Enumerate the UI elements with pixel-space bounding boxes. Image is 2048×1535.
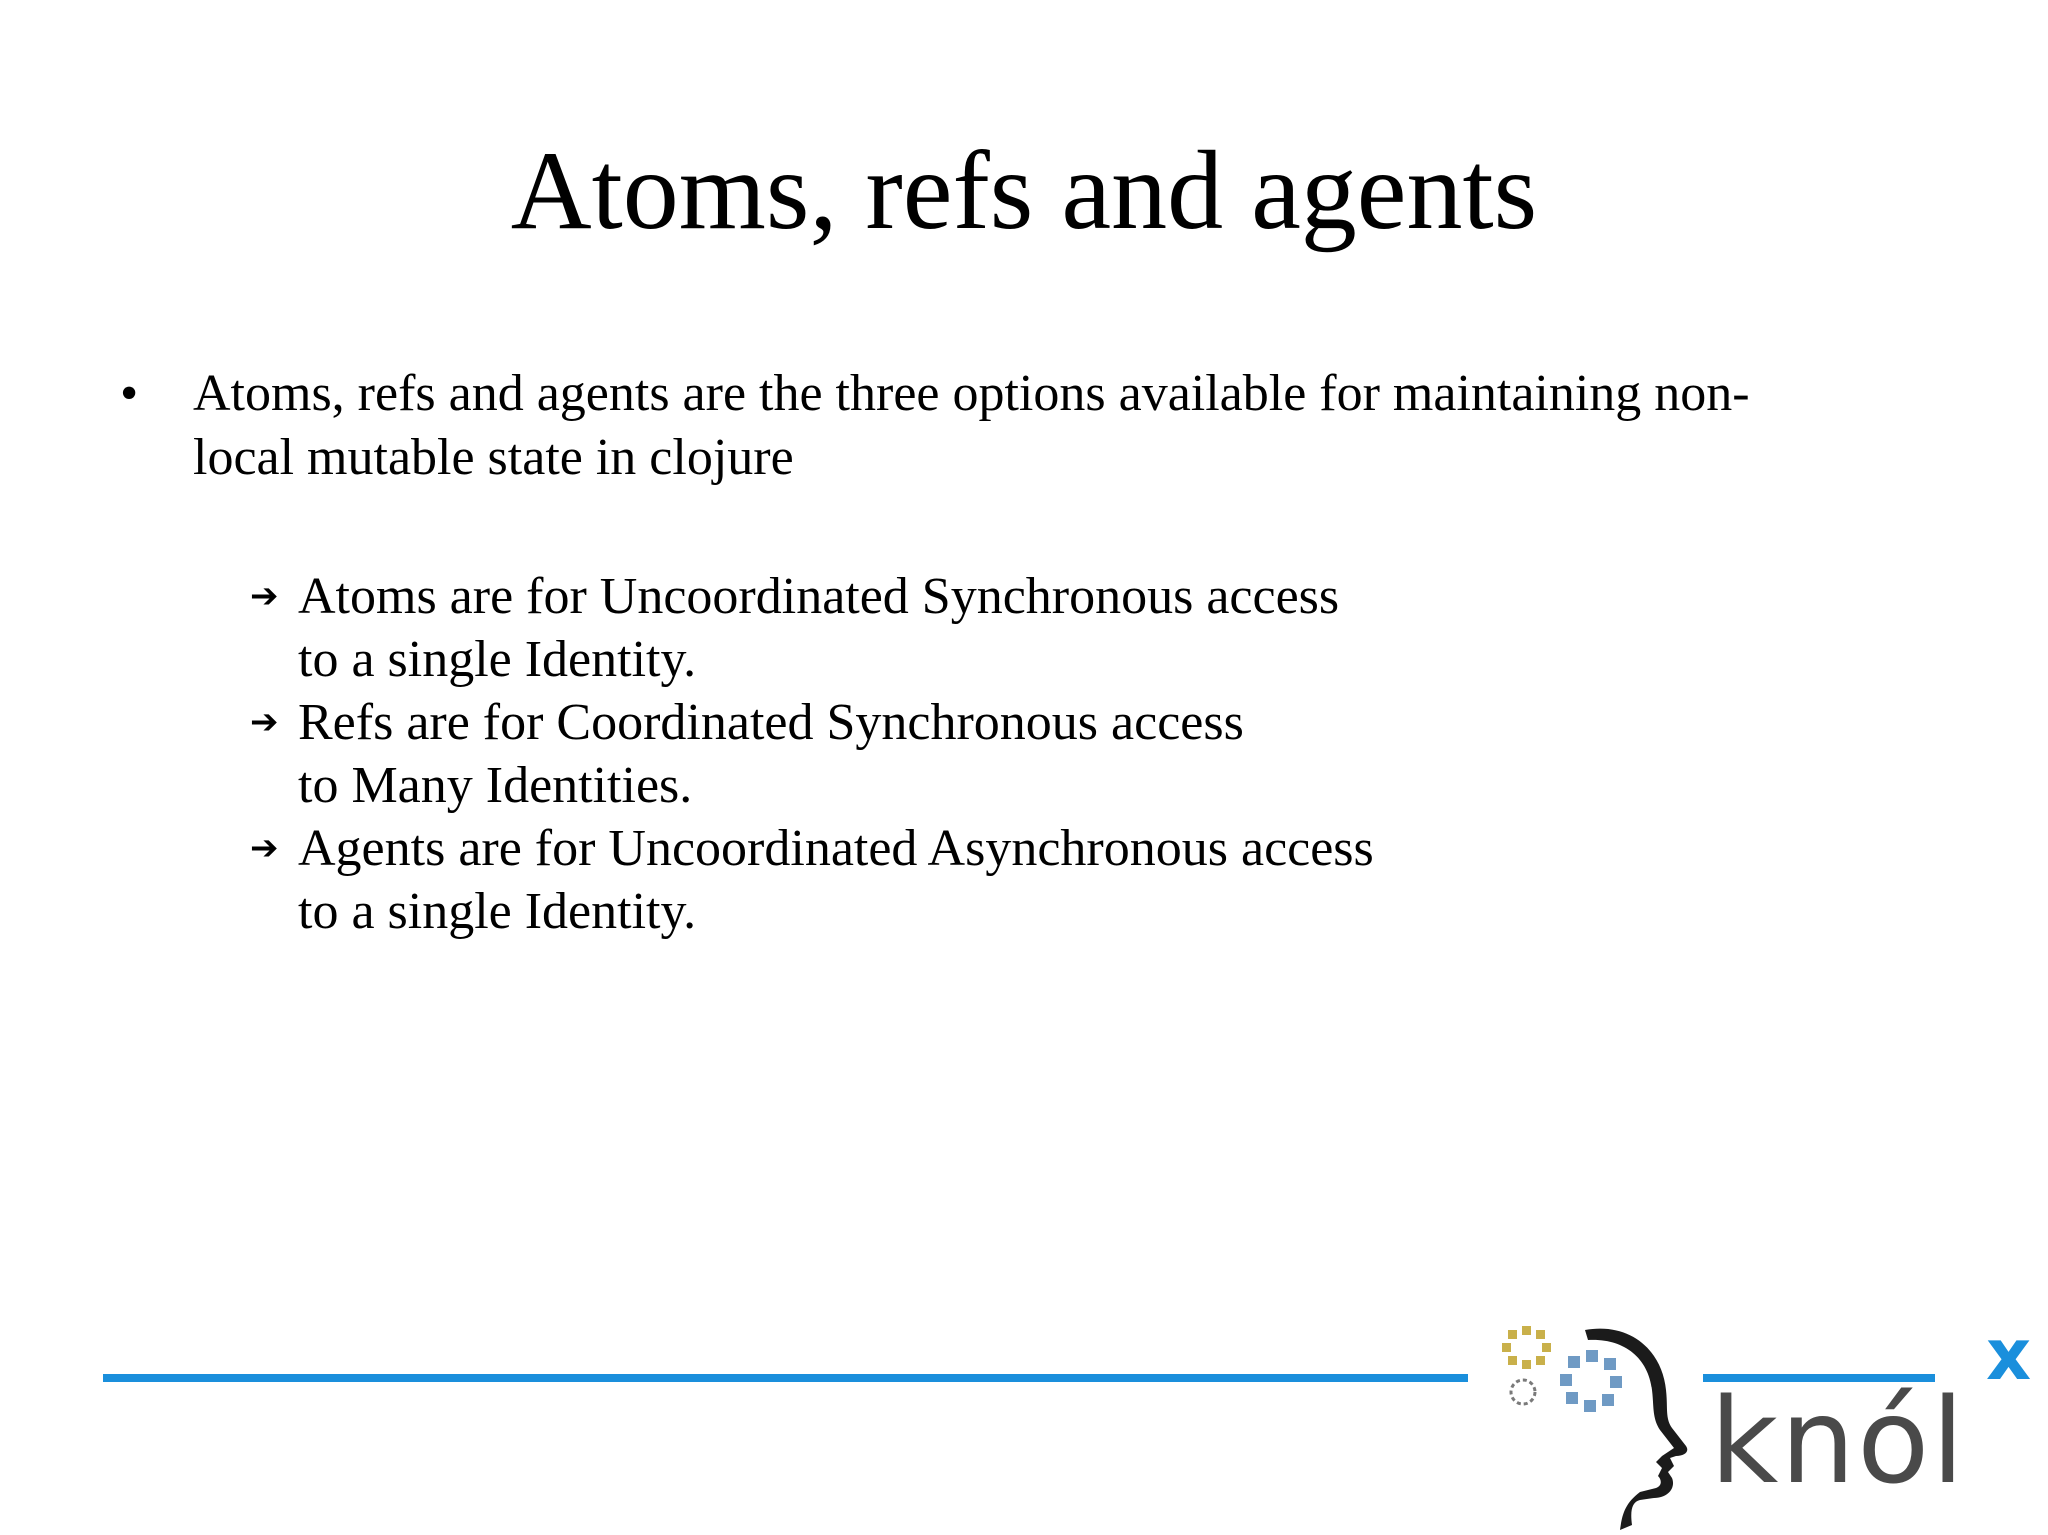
head-profile-icon	[1585, 1329, 1687, 1530]
logo-superscript: x	[1986, 1314, 2032, 1396]
sub-bullet-list	[250, 565, 1750, 943]
arrow-icon: ➔	[250, 828, 279, 868]
sub-bullet-atoms	[250, 565, 1750, 691]
logo-head-gears-icon	[1490, 1320, 1705, 1535]
sub-bullet-line: Refs are for Coordinated Synchronous access	[298, 694, 1244, 751]
logo-wordmark: knól	[1710, 1372, 1967, 1510]
blue-gear-icon	[1560, 1350, 1622, 1412]
sub-bullet-line: to a single Identity.	[298, 631, 697, 688]
sub-bullet-line: to Many Identities.	[298, 757, 693, 814]
sub-bullet-line: Agents are for Uncoordinated Asynchronous access	[298, 820, 1374, 877]
slide-title: Atoms, refs and agents	[510, 129, 1538, 253]
arrow-icon: ➔	[250, 576, 279, 616]
grey-gear-icon	[1511, 1380, 1535, 1404]
main-bullet-line-2: local mutable state in clojure	[193, 429, 794, 486]
footer-rule-left	[103, 1374, 1468, 1382]
gold-gear-icon	[1502, 1326, 1551, 1369]
sub-bullet-line: Atoms are for Uncoordinated Synchronous access	[298, 568, 1340, 625]
sub-bullet-line: to a single Identity.	[298, 883, 697, 940]
sub-bullet-refs	[250, 691, 1750, 817]
main-bullet-line-1: Atoms, refs and agents are the three options available for maintaining non-	[193, 365, 1750, 422]
sub-bullet-agents	[250, 817, 1750, 943]
bullet-marker: •	[120, 365, 139, 422]
arrow-icon: ➔	[250, 702, 279, 742]
knolx-logo	[1490, 1314, 2040, 1535]
main-bullet-text	[193, 362, 1953, 490]
